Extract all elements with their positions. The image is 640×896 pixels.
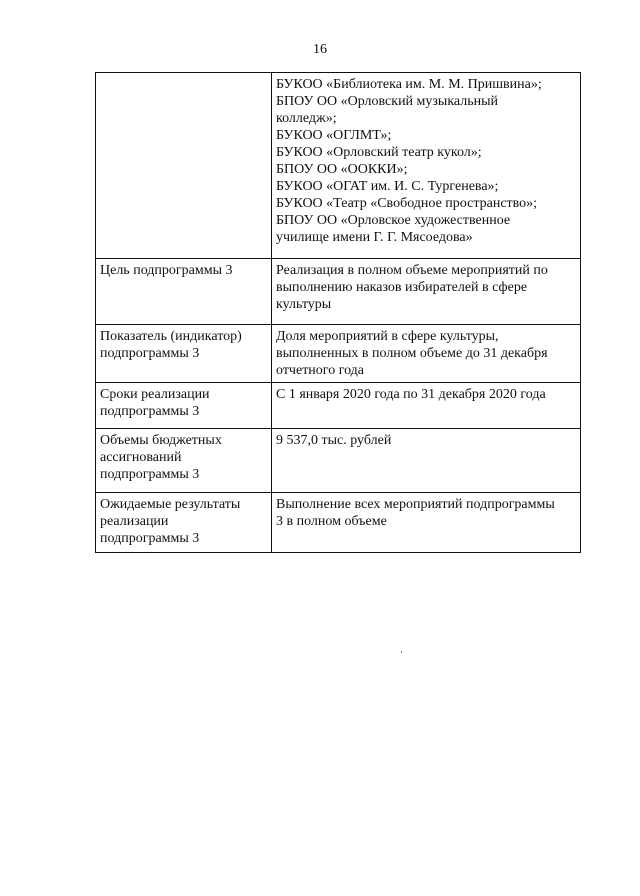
budget-value-cell	[272, 429, 581, 493]
results-label-line: подпрограммы 3	[100, 531, 200, 546]
budget-label-line: ассигнований	[100, 450, 182, 465]
indicator-text-line: Доля мероприятий в сфере культуры,	[276, 329, 499, 344]
subprogram-passport-table	[95, 72, 581, 553]
results-label-line: реализации	[100, 514, 169, 529]
terms-label-cell	[96, 383, 272, 429]
goal-label: Цель подпрограммы 3	[100, 263, 233, 278]
table-row-results	[96, 493, 581, 553]
goal-label-cell	[96, 259, 272, 325]
table-row-institutions	[96, 73, 581, 259]
page-number: 16	[313, 42, 327, 57]
table-row-budget	[96, 429, 581, 493]
goal-value-cell	[272, 259, 581, 325]
institution-item: БУКОО «Орловский театр кукол»;	[276, 145, 482, 160]
indicator-text-line: выполненных в полном объеме до 31 декабря	[276, 346, 548, 361]
terms-label-line: подпрограммы 3	[100, 404, 200, 419]
terms-text-line: С 1 января 2020 года по 31 декабря 2020 года	[276, 387, 546, 402]
table-row-indicator	[96, 325, 581, 383]
budget-label-cell	[96, 429, 272, 493]
results-value-cell	[272, 493, 581, 553]
terms-label-line: Сроки реализации	[100, 387, 210, 402]
goal-text-line: Реализация в полном объеме мероприятий по	[276, 263, 548, 278]
budget-label-line: подпрограммы 3	[100, 467, 200, 482]
institution-item: училище имени Г. Г. Мясоедова»	[276, 230, 473, 245]
budget-amount: 9 537,0 тыс. рублей	[276, 433, 392, 448]
institution-item: БУКОО «Театр «Свободное пространство»;	[276, 196, 538, 211]
institution-item: колледж»;	[276, 111, 337, 126]
institution-item: БПОУ ОО «Орловское художественное	[276, 213, 511, 228]
institution-item: БПОУ ОО «Орловский музыкальный	[276, 94, 499, 109]
table-cell-label-empty	[96, 73, 272, 259]
table-row-terms	[96, 383, 581, 429]
indicator-label-line: подпрограммы 3	[100, 346, 200, 361]
indicator-label-cell	[96, 325, 272, 383]
institution-item: БУКОО «Библиотека им. М. М. Пришвина»;	[276, 77, 542, 92]
goal-text-line: культуры	[276, 297, 332, 312]
budget-label-line: Объемы бюджетных	[100, 433, 222, 448]
scan-speck	[401, 651, 402, 653]
institution-item: БПОУ ОО «ООККИ»;	[276, 162, 408, 177]
indicator-text-line: отчетного года	[276, 363, 365, 378]
institution-item: БУКОО «ОГАТ им. И. С. Тургенева»;	[276, 179, 499, 194]
results-text-line: 3 в полном объеме	[276, 514, 387, 529]
indicator-value-cell	[272, 325, 581, 383]
results-text-line: Выполнение всех мероприятий подпрограммы	[276, 497, 555, 512]
table-row-goal	[96, 259, 581, 325]
results-label-cell	[96, 493, 272, 553]
results-label-line: Ожидаемые результаты	[100, 497, 241, 512]
indicator-label-line: Показатель (индикатор)	[100, 329, 242, 344]
institution-item: БУКОО «ОГЛМТ»;	[276, 128, 392, 143]
institutions-list-cell	[272, 73, 581, 259]
terms-value-cell	[272, 383, 581, 429]
goal-text-line: выполнению наказов избирателей в сфере	[276, 280, 528, 295]
